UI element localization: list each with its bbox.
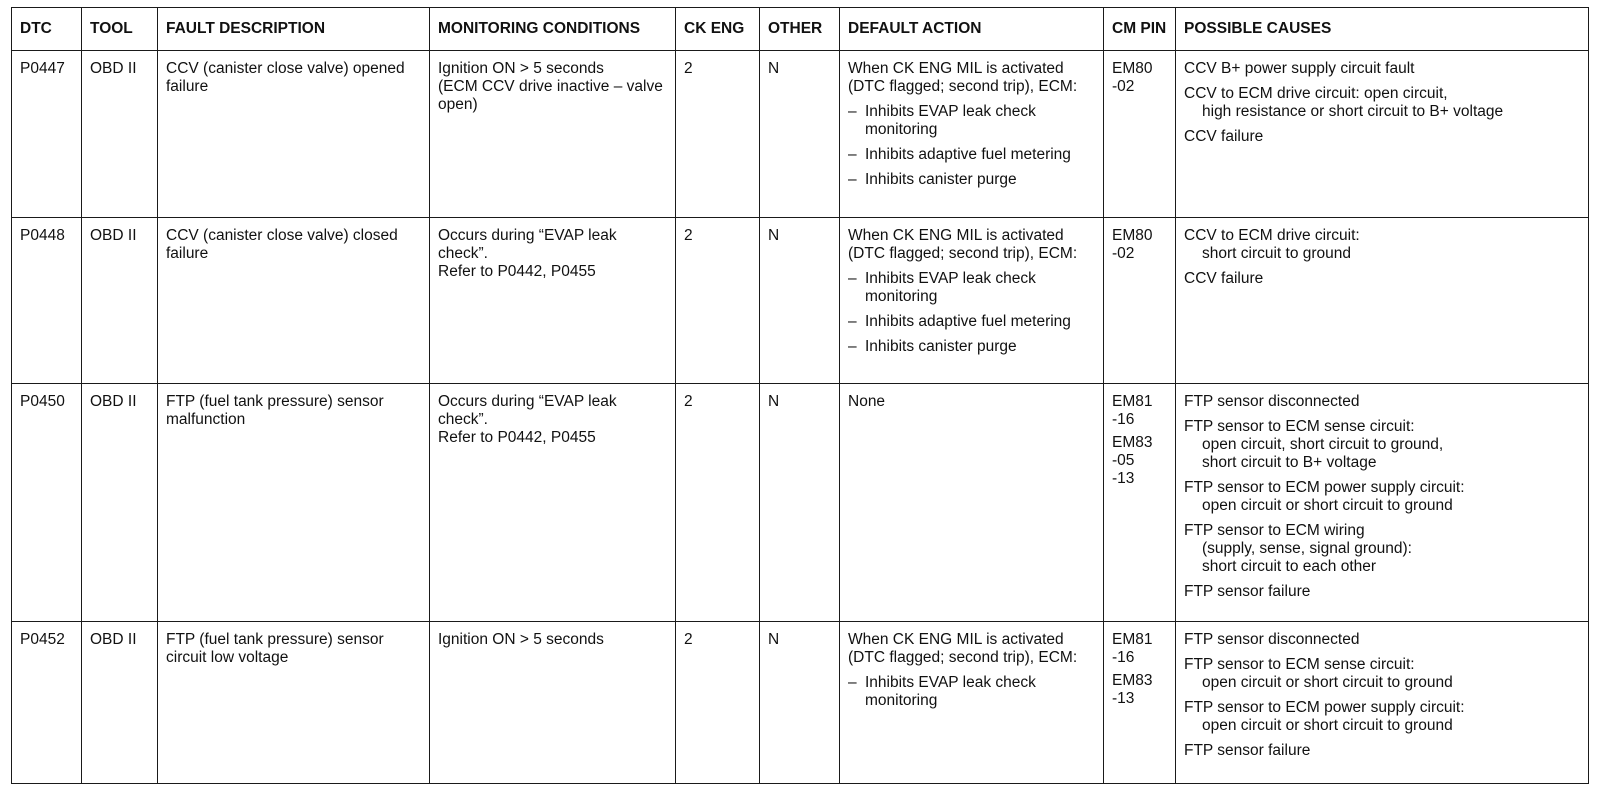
header-ck-eng: CK ENG [676, 8, 760, 51]
default-action-line: (DTC flagged; second trip), ECM: [848, 649, 1078, 666]
ck-eng-value: 2 [684, 631, 693, 648]
possible-causes-cell [1176, 218, 1589, 384]
monitoring-line: open) [438, 96, 478, 113]
fault-description-line: CCV (canister close valve) closed [166, 227, 398, 244]
pin-group [1112, 227, 1167, 263]
tool-cell [82, 218, 158, 384]
bullet-text [865, 674, 1095, 710]
fault-description-line: failure [166, 78, 209, 95]
pin-line: -13 [1112, 690, 1135, 707]
possible-cause [1184, 479, 1580, 515]
pin-line: EM81 [1112, 631, 1153, 648]
pin-group [1112, 60, 1167, 96]
pin-line: -13 [1112, 470, 1135, 487]
cause-head: CCV B+ power supply circuit fault [1184, 60, 1415, 77]
tool-cell [82, 51, 158, 218]
bullet-dash: – [848, 171, 857, 188]
monitoring-conditions-cell [430, 218, 676, 384]
bullet-dash: – [848, 674, 857, 691]
bullet-text [865, 338, 1095, 356]
other-cell [760, 384, 840, 622]
ck-eng-value: 2 [684, 227, 693, 244]
tool-cell [82, 622, 158, 784]
possible-cause [1184, 583, 1580, 601]
monitoring-line: Occurs during “EVAP leak [438, 393, 617, 410]
default-action-cell [840, 622, 1104, 784]
monitoring-line: check”. [438, 411, 488, 428]
cause-detail: open circuit or short circuit to ground [1202, 717, 1453, 734]
cause-head: FTP sensor to ECM sense circuit: [1184, 656, 1415, 673]
bullet-dash: – [848, 270, 857, 287]
bullet-text [865, 313, 1095, 331]
pin-line: EM80 [1112, 227, 1153, 244]
cause-detail: open circuit or short circuit to ground [1202, 497, 1453, 514]
pin-line: -16 [1112, 649, 1135, 666]
bullet-line: monitoring [865, 121, 938, 138]
cause-detail: short circuit to each other [1202, 558, 1377, 575]
monitoring-conditions-cell [430, 622, 676, 784]
possible-cause [1184, 418, 1580, 472]
dtc-code: P0452 [20, 631, 65, 648]
possible-cause [1184, 270, 1580, 288]
bullet-line: monitoring [865, 288, 938, 305]
monitoring-line: Refer to P0442, P0455 [438, 429, 596, 446]
fault-description-cell [158, 218, 430, 384]
monitoring-line: Ignition ON > 5 seconds [438, 631, 604, 648]
header-monitoring-conditions: MONITORING CONDITIONS [430, 8, 676, 51]
bullet-text [865, 103, 1095, 139]
fault-description-line: FTP (fuel tank pressure) sensor [166, 393, 384, 410]
table-row [12, 51, 1589, 218]
default-action-cell [840, 384, 1104, 622]
possible-cause [1184, 699, 1580, 735]
default-action-bullet [848, 146, 1095, 164]
default-action-line: (DTC flagged; second trip), ECM: [848, 78, 1078, 95]
fault-description-line: CCV (canister close valve) opened [166, 60, 405, 77]
tool-label: OBD II [90, 393, 137, 410]
ck-eng-cell [676, 218, 760, 384]
monitoring-line: check”. [438, 245, 488, 262]
bullet-line: Inhibits EVAP leak check [865, 270, 1036, 287]
ck-eng-value: 2 [684, 393, 693, 410]
cm-pin-cell [1104, 218, 1176, 384]
dtc-code: P0450 [20, 393, 65, 410]
fault-description-line: failure [166, 245, 209, 262]
other-cell [760, 622, 840, 784]
header-dtc: DTC [12, 8, 82, 51]
table-row [12, 218, 1589, 384]
default-action-cell [840, 51, 1104, 218]
bullet-text [865, 171, 1095, 189]
cause-head: CCV failure [1184, 128, 1264, 145]
default-action-line: When CK ENG MIL is activated [848, 631, 1064, 648]
dtc-code: P0448 [20, 227, 65, 244]
pin-group [1112, 393, 1167, 429]
possible-cause [1184, 128, 1580, 146]
possible-cause [1184, 60, 1580, 78]
monitoring-line: Refer to P0442, P0455 [438, 263, 596, 280]
default-action-bullet [848, 313, 1095, 331]
bullet-dash: – [848, 103, 857, 120]
fault-description-cell [158, 51, 430, 218]
other-value: N [768, 60, 780, 77]
pin-group [1112, 672, 1167, 708]
pin-line: EM81 [1112, 393, 1153, 410]
possible-cause [1184, 393, 1580, 411]
bullet-line: Inhibits EVAP leak check [865, 674, 1036, 691]
fault-description-line: malfunction [166, 411, 246, 428]
cause-head: FTP sensor failure [1184, 742, 1311, 759]
cm-pin-cell [1104, 384, 1176, 622]
cause-detail: short circuit to ground [1202, 245, 1352, 262]
pin-group [1112, 434, 1167, 488]
other-value: N [768, 393, 780, 410]
fault-description-cell [158, 622, 430, 784]
possible-cause [1184, 85, 1580, 121]
dtc-table [11, 7, 1589, 784]
cause-head: CCV failure [1184, 270, 1264, 287]
pin-line: EM83 [1112, 434, 1153, 451]
cause-detail: open circuit, short circuit to ground, [1202, 436, 1444, 453]
bullet-text [865, 270, 1095, 306]
possible-causes-cell [1176, 51, 1589, 218]
default-action-line: When CK ENG MIL is activated [848, 60, 1064, 77]
monitoring-line: Ignition ON > 5 seconds [438, 60, 604, 77]
bullet-text [865, 146, 1095, 164]
tool-cell [82, 384, 158, 622]
possible-causes-cell [1176, 622, 1589, 784]
pin-line: EM80 [1112, 60, 1153, 77]
ck-eng-cell [676, 622, 760, 784]
cause-detail: (supply, sense, signal ground): [1202, 540, 1412, 557]
cause-head: FTP sensor to ECM power supply circuit: [1184, 699, 1465, 716]
header-tool: TOOL [82, 8, 158, 51]
header-fault-description: FAULT DESCRIPTION [158, 8, 430, 51]
header-possible-causes: POSSIBLE CAUSES [1176, 8, 1589, 51]
monitoring-line: Occurs during “EVAP leak [438, 227, 617, 244]
tool-label: OBD II [90, 60, 137, 77]
monitoring-conditions-cell [430, 384, 676, 622]
cause-detail: short circuit to B+ voltage [1202, 454, 1377, 471]
fault-description-line: FTP (fuel tank pressure) sensor [166, 631, 384, 648]
default-action-line: (DTC flagged; second trip), ECM: [848, 245, 1078, 262]
bullet-dash: – [848, 313, 857, 330]
tool-label: OBD II [90, 631, 137, 648]
possible-cause [1184, 631, 1580, 649]
header-other: OTHER [760, 8, 840, 51]
default-action-bullet [848, 338, 1095, 356]
table-row [12, 384, 1589, 622]
cause-head: CCV to ECM drive circuit: [1184, 227, 1360, 244]
bullet-line: Inhibits adaptive fuel metering [865, 313, 1071, 330]
header-row [12, 8, 1589, 51]
default-action-line: None [848, 393, 886, 410]
default-action-bullet [848, 103, 1095, 139]
fault-description-cell [158, 384, 430, 622]
cm-pin-cell [1104, 622, 1176, 784]
possible-cause [1184, 227, 1580, 263]
default-action-bullet [848, 270, 1095, 306]
pin-group [1112, 631, 1167, 667]
dtc-cell [12, 384, 82, 622]
table-row [12, 622, 1589, 784]
dtc-cell [12, 622, 82, 784]
pin-line: -16 [1112, 411, 1135, 428]
pin-line: EM83 [1112, 672, 1153, 689]
pin-line: -02 [1112, 78, 1135, 95]
default-action-cell [840, 218, 1104, 384]
fault-description-line: circuit low voltage [166, 649, 289, 666]
cause-detail: open circuit or short circuit to ground [1202, 674, 1453, 691]
pin-line: -05 [1112, 452, 1135, 469]
possible-causes-cell [1176, 384, 1589, 622]
cause-head: FTP sensor disconnected [1184, 631, 1360, 648]
dtc-cell [12, 218, 82, 384]
possible-cause [1184, 656, 1580, 692]
cause-head: FTP sensor to ECM wiring [1184, 522, 1365, 539]
cause-detail: high resistance or short circuit to B+ voltage [1202, 103, 1504, 120]
monitoring-line: (ECM CCV drive inactive – valve [438, 78, 663, 95]
cause-head: FTP sensor to ECM sense circuit: [1184, 418, 1415, 435]
pin-line: -02 [1112, 245, 1135, 262]
bullet-line: Inhibits canister purge [865, 171, 1017, 188]
bullet-line: Inhibits canister purge [865, 338, 1017, 355]
table-body [12, 51, 1589, 784]
header-default-action: DEFAULT ACTION [840, 8, 1104, 51]
other-cell [760, 218, 840, 384]
bullet-line: Inhibits EVAP leak check [865, 103, 1036, 120]
ck-eng-cell [676, 384, 760, 622]
ck-eng-cell [676, 51, 760, 218]
ck-eng-value: 2 [684, 60, 693, 77]
bullet-dash: – [848, 146, 857, 163]
cause-head: FTP sensor to ECM power supply circuit: [1184, 479, 1465, 496]
bullet-line: monitoring [865, 692, 938, 709]
default-action-bullet [848, 171, 1095, 189]
dtc-code: P0447 [20, 60, 65, 77]
header-cm-pin: CM PIN [1104, 8, 1176, 51]
other-value: N [768, 631, 780, 648]
default-action-line: When CK ENG MIL is activated [848, 227, 1064, 244]
cm-pin-cell [1104, 51, 1176, 218]
bullet-dash: – [848, 338, 857, 355]
possible-cause [1184, 742, 1580, 760]
cause-head: CCV to ECM drive circuit: open circuit, [1184, 85, 1448, 102]
possible-cause [1184, 522, 1580, 576]
other-value: N [768, 227, 780, 244]
monitoring-conditions-cell [430, 51, 676, 218]
cause-head: FTP sensor failure [1184, 583, 1311, 600]
cause-head: FTP sensor disconnected [1184, 393, 1360, 410]
tool-label: OBD II [90, 227, 137, 244]
dtc-cell [12, 51, 82, 218]
default-action-bullet [848, 674, 1095, 710]
other-cell [760, 51, 840, 218]
bullet-line: Inhibits adaptive fuel metering [865, 146, 1071, 163]
